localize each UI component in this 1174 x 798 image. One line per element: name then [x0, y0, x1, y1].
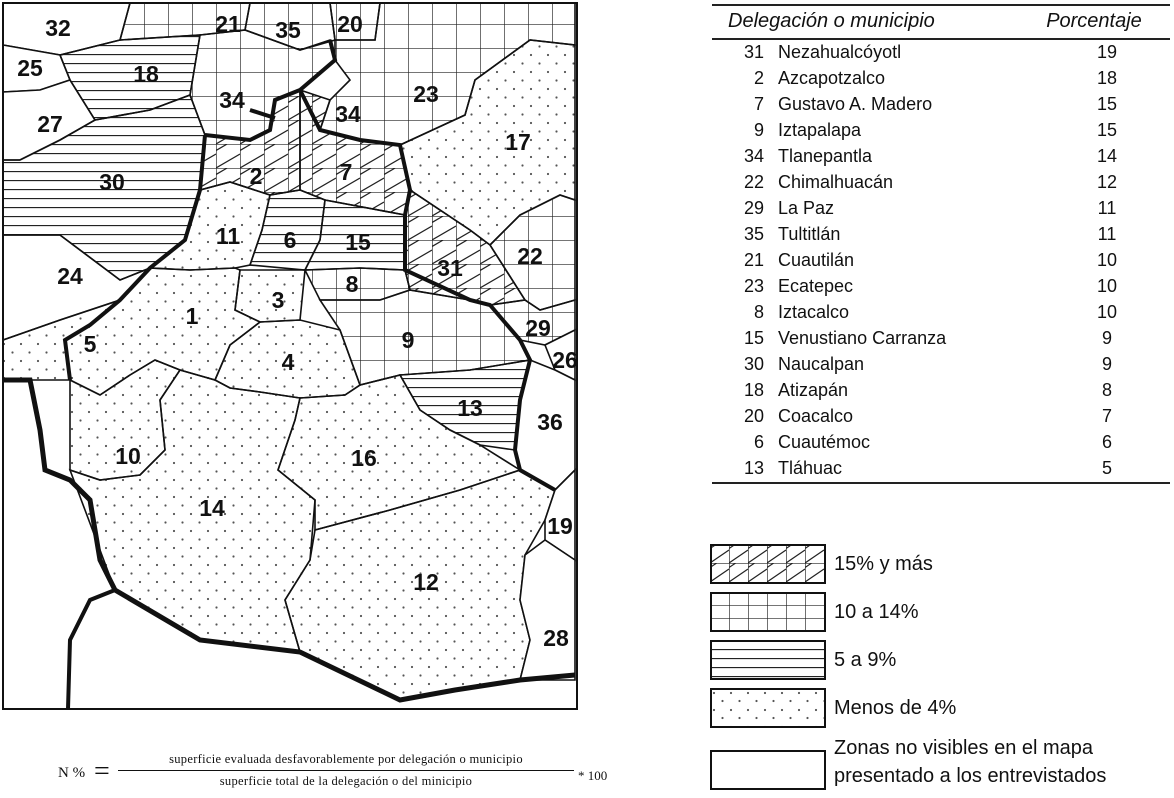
row-number: 2: [753, 68, 764, 88]
row-name: Naucalpan: [778, 354, 865, 374]
row-percent: 9: [1101, 354, 1112, 374]
table-row: [712, 144, 1170, 170]
table-row: [712, 66, 1170, 92]
region-28: [520, 540, 575, 680]
map: [0, 0, 580, 712]
row-number: 34: [743, 146, 764, 166]
table-body: [712, 39, 1170, 483]
region-label: 2: [249, 163, 263, 189]
row-number: 35: [743, 224, 764, 244]
region-label: 7: [339, 159, 353, 185]
row-number: 31: [743, 42, 764, 62]
row-percent: 8: [1101, 380, 1112, 400]
row-number: 18: [743, 380, 764, 400]
table-row: [712, 248, 1170, 274]
legend-swatch-blank: [710, 750, 826, 790]
table-header-row: [712, 5, 1170, 39]
row-name: Venustiano Carranza: [778, 328, 947, 348]
row-name: Cuautilán: [778, 250, 855, 270]
region-label: 10: [115, 443, 141, 469]
row-percent: 5: [1018, 456, 1170, 483]
table-row: [712, 456, 1170, 483]
row-number: 13: [712, 456, 778, 483]
table-row: [712, 300, 1170, 326]
region-label: 28: [543, 625, 569, 651]
row-number: 7: [753, 94, 764, 114]
row-number: 15: [743, 328, 764, 348]
row-number: 6: [753, 432, 764, 452]
region-label: 18: [133, 61, 159, 87]
formula-lhs: N %: [58, 765, 86, 781]
row-number: 29: [743, 198, 764, 218]
region-label: 35: [275, 17, 301, 43]
region-label: 24: [57, 263, 83, 289]
region-label: 31: [437, 255, 463, 281]
row-percent: 15: [1096, 120, 1118, 140]
legend-label: Menos de 4%: [834, 697, 957, 719]
region-label: 34: [219, 87, 245, 113]
table-row: [712, 39, 1170, 66]
region-label: 12: [413, 569, 439, 595]
row-percent: 11: [1097, 224, 1117, 244]
region-label: 25: [17, 55, 43, 81]
region-label: 30: [99, 169, 125, 195]
legend-swatch-dots: [710, 688, 826, 728]
row-number: 23: [743, 276, 764, 296]
row-percent: 12: [1096, 172, 1118, 192]
row-number: 21: [743, 250, 764, 270]
table-row: [712, 430, 1170, 456]
formula-fraction: [118, 752, 574, 789]
table-row: [712, 352, 1170, 378]
table-row: [712, 378, 1170, 404]
table-row: [712, 222, 1170, 248]
region-label: 16: [351, 445, 377, 471]
legend-swatch-diagonal-grid: [710, 544, 826, 584]
region-label: 32: [45, 15, 71, 41]
legend-label: 15% y más: [834, 553, 933, 575]
row-name: Gustavo A. Madero: [778, 94, 933, 114]
row-name: Tultitlán: [778, 224, 841, 244]
region-label: 11: [215, 223, 241, 249]
row-percent: 9: [1101, 328, 1112, 348]
region-label: 3: [271, 287, 285, 313]
row-percent: 15: [1096, 94, 1118, 114]
region-label: 27: [37, 111, 63, 137]
region-label: 1: [185, 303, 199, 329]
row-percent: 10: [1096, 250, 1118, 270]
row-name: Nezahualcóyotl: [778, 42, 902, 62]
region-label: 6: [283, 227, 297, 253]
header-entity: Delegación o municipio: [712, 5, 1018, 39]
region-label: 22: [517, 243, 543, 269]
percentage-table-container: [712, 4, 1172, 484]
region-label: 34: [335, 101, 361, 127]
formula-equals: =: [94, 756, 110, 787]
row-number: 9: [753, 120, 764, 140]
row-number: 8: [753, 302, 764, 322]
legend-label: 10 a 14%: [834, 601, 919, 623]
table-row: [712, 118, 1170, 144]
header-percent: Porcentaje: [1018, 5, 1170, 39]
row-percent: 18: [1096, 68, 1118, 88]
formula-denominator: superficie total de la delegación o del minicipio: [219, 774, 473, 788]
row-percent: 10: [1096, 302, 1118, 322]
formula: [58, 752, 618, 796]
region-label: 17: [505, 129, 531, 155]
region-label: 9: [401, 327, 415, 353]
legend-label: 5 a 9%: [834, 649, 897, 671]
table-row: [712, 170, 1170, 196]
region-label: 23: [413, 81, 439, 107]
row-name: Azcapotzalco: [778, 68, 886, 88]
row-percent: 19: [1096, 42, 1118, 62]
region-label: 15: [345, 229, 371, 255]
legend-label-line2: presentado a los entrevistados: [834, 765, 1107, 787]
row-name: Tlanepantla: [778, 146, 873, 166]
legend-swatch-grid: [710, 592, 826, 632]
table-row: [712, 196, 1170, 222]
table-row: [712, 404, 1170, 430]
row-name: Iztapalapa: [778, 120, 862, 140]
row-percent: 7: [1101, 406, 1112, 426]
row-name: Iztacalco: [778, 302, 850, 322]
region-label: 29: [525, 315, 551, 341]
legend-swatch-horizontal: [710, 640, 826, 680]
region-label: 8: [345, 271, 359, 297]
region-label: 5: [83, 331, 97, 357]
region-label: 13: [457, 395, 483, 421]
row-percent: 11: [1097, 198, 1117, 218]
row-percent: 10: [1096, 276, 1118, 296]
formula-multiplier: * 100: [578, 768, 608, 783]
region-label: 26: [552, 347, 578, 373]
table-row: [712, 92, 1170, 118]
table-row: [712, 326, 1170, 352]
region-label: 4: [281, 349, 295, 375]
row-number: 22: [743, 172, 764, 192]
formula-numerator: superficie evaluada desfavorablemente por delegación o municipio: [118, 752, 574, 771]
row-number: 30: [743, 354, 764, 374]
row-name: Ecatepec: [778, 276, 854, 296]
table-row: [712, 274, 1170, 300]
row-percent: 14: [1096, 146, 1118, 166]
region-label: 21: [215, 11, 241, 37]
region-label: 36: [537, 409, 563, 435]
region-label: 14: [199, 495, 225, 521]
row-name: Atizapán: [778, 380, 849, 400]
percentage-table: [712, 4, 1170, 484]
row-percent: 6: [1101, 432, 1112, 452]
row-name: Cuautémoc: [778, 432, 871, 452]
region-label: 20: [337, 11, 363, 37]
row-name: Coacalco: [778, 406, 854, 426]
row-name: Chimalhuacán: [778, 172, 894, 192]
legend-label-line1: Zonas no visibles en el mapa: [834, 737, 1094, 759]
region-label: 19: [547, 513, 573, 539]
row-name: La Paz: [778, 198, 835, 218]
row-name: Tláhuac: [778, 456, 1018, 483]
row-number: 20: [743, 406, 764, 426]
